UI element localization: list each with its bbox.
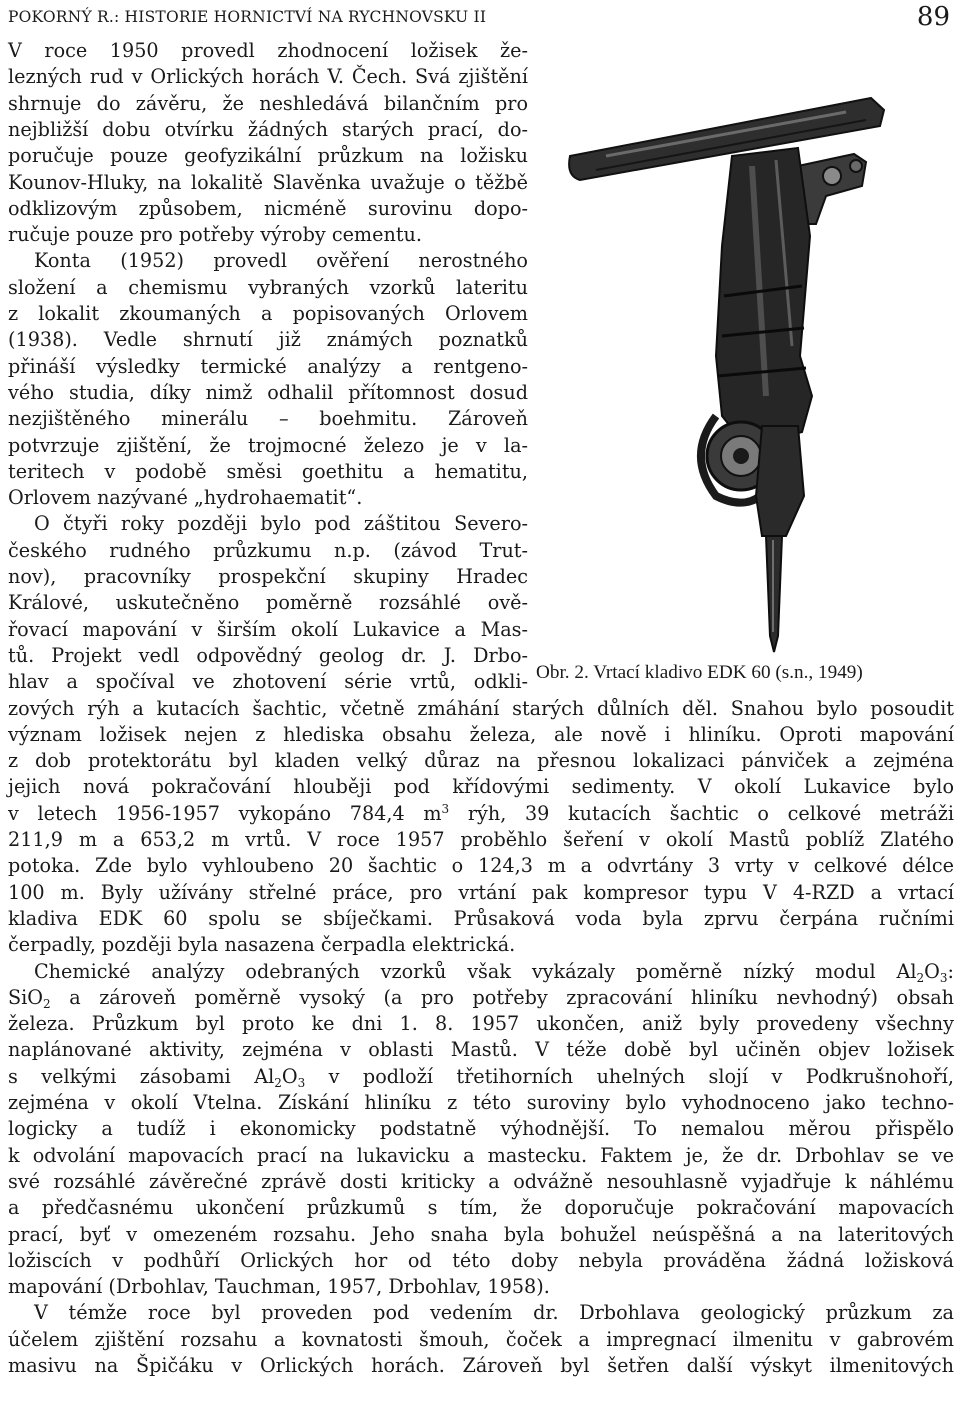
text-line: k odvolání mapovacích prací na lukavicku a mastecku. Faktem je, že dr. Drbohlav se ve bbox=[8, 1143, 954, 1167]
text-line: kladiva EDK 60 spolu se sbíječkami. Průsaková voda byla zprvu čerpána ručními bbox=[8, 906, 954, 930]
text-line: jejich nová pokračování hlouběji pod křídovými sedimenty. V okolí Lukavice bylo bbox=[8, 775, 954, 799]
text-line: tů. Projekt vedl odpovědný geolog dr. J. Drbo- bbox=[8, 643, 528, 667]
page-number: 89 bbox=[916, 2, 950, 32]
text-line: a předčasnému ukončení průzkumů s tím, že doporučuje pokračování mapovacích bbox=[8, 1196, 954, 1220]
text-line: českého rudného průzkumu n.p. (závod Trut- bbox=[8, 538, 528, 562]
text-line: zových rýh a kutacích šachtic, včetně zmáhání starých důlních děl. Snahou bylo posoudit bbox=[8, 696, 954, 720]
text-line: lezných rud v Orlických horách V. Čech. Svá zjištění bbox=[8, 65, 528, 89]
text-line: nezjištěného minerálu – boehmitu. Zároveň bbox=[8, 407, 528, 431]
text-line: potoka. Zde bylo vyhloubeno 20 šachtic o 124,3 m a odvrtány 3 vrty v celkové délce bbox=[8, 854, 954, 878]
text-line: odklizovým způsobem, nicméně surovinu dopo- bbox=[8, 196, 528, 220]
text-line: V roce 1950 provedl zhodnocení ložisek že- bbox=[8, 39, 528, 62]
text-line: Orlovem nazývané „hydrohaematit“. bbox=[8, 486, 363, 510]
text-line: řovací mapování v širším okolí Lukavice a Mas- bbox=[8, 617, 528, 641]
text-line: význam ložisek nejen z hlediska obsahu železa, ale nově i hliníku. Oproti mapování bbox=[8, 722, 954, 746]
text-line: Králové, uskutečněno poměrně rozsáhlé ově- bbox=[8, 591, 528, 615]
text-line: V témže roce byl proveden pod vedením dr. Drbohlava geologický průzkum za bbox=[34, 1301, 954, 1325]
text-line: potvrzuje zjištění, že trojmocné železo je v la- bbox=[8, 433, 528, 457]
text-line: ložiscích v podhůří Orlických hor od této doby nebyla prováděna žádná ložisková bbox=[8, 1248, 954, 1272]
text-line: teritech v podobě směsi goethitu a hematitu, bbox=[8, 459, 528, 483]
text-line: železa. Průzkum byl proto ke dni 1. 8. 1957 ukončen, aniž byly provedeny všechny bbox=[8, 1012, 954, 1036]
text-line: v letech 1956-1957 vykopáno 784,4 $m^3$ rýh, 39 kutacích šachtic o celkové metráži bbox=[8, 801, 954, 825]
text-line: prací, byť v omezeném rozsahu. Jeho snaha byla bohužel neúspěšná a na lateritových bbox=[8, 1222, 954, 1246]
text-line: shrnuje do závěru, že neshledává bilančním pro bbox=[8, 91, 528, 115]
page-header bbox=[8, 4, 952, 32]
text-line: čerpadly, později byla nasazena čerpadla elektrická. bbox=[8, 933, 516, 957]
text-line: přináší výsledky termické analýzy a rentgeno- bbox=[8, 354, 528, 378]
text-line: ručuje pouze pro potřeby výroby cementu. bbox=[8, 223, 422, 247]
text-line: nov), pracovníky prospekční skupiny Hradec bbox=[8, 565, 528, 588]
text-line: zejména v okolí Vtelna. Získání hliníku z této suroviny bylo vyhodnoceno jako techno- bbox=[8, 1091, 954, 1114]
text-line: z lokalit zkoumaných a popisovaných Orlovem bbox=[8, 302, 528, 325]
running-title: POKORNÝ R.: HISTORIE HORNICTVÍ NA RYCHNOVSKU II bbox=[8, 8, 487, 26]
text-line: Chemické analýzy odebraných vzorků však vykázaly poměrně nízký modul $Al_2O_3$: bbox=[34, 959, 954, 985]
text-line: naplánované aktivity, zejména v oblasti Mastů. V téže době byl učiněn objev ložisek bbox=[8, 1038, 954, 1062]
text-line: poručuje pouze geofyzikální průzkum na ložisku bbox=[8, 144, 528, 168]
text-line: logicky a tudíž i ekonomicky podstatně výhodnější. To nemalou měrou přispělo bbox=[8, 1117, 954, 1141]
text-line: s velkými zásobami $Al_2O_3$ v podloží třetihorních uhelných slojí v Podkrušnohoří, bbox=[8, 1064, 954, 1090]
text-line: účelem zjištění rozsahu a kovnatosti šmouh, čoček a impregnací ilmenitu v gabrovém bbox=[8, 1327, 954, 1351]
text-line: 100 m. Byly užívány střelné práce, pro vrtání pak kompresor typu V 4-RZD a vrtací bbox=[8, 880, 954, 904]
text-line: z dob protektorátu byl kladen velký důraz na přesnou lokalizaci pánviček a zejména bbox=[8, 749, 954, 773]
text-line: masivu na Špičáku v Orlických horách. Zároveň byl šetřen další výskyt ilmenitových bbox=[8, 1354, 954, 1377]
text-line: (1938). Vedle shrnutí již známých poznatků bbox=[8, 328, 528, 352]
text-line: Kounov-Hluky, na lokalitě Slavěnka uvažuje o těžbě bbox=[8, 170, 528, 194]
figure-caption: Obr. 2. Vrtací kladivo EDK 60 (s.n., 1949) bbox=[536, 662, 863, 683]
text-line: Konta (1952) provedl ověření nerostného bbox=[34, 249, 528, 273]
text-line: SiO$_2$ a zároveň poměrně vysoký (a pro potřeby zpracování hliníku nevhodný) obsah bbox=[8, 985, 954, 1011]
text-line: své rozsáhlé závěrečné zprávě dosti kriticky a odvážně nesouhlasně vyjadřuje k náhlému bbox=[8, 1169, 954, 1193]
text-line: O čtyři roky později bylo pod záštitou Severo- bbox=[34, 512, 528, 536]
text-line: nejbližší dobu otvírku žádných starých prací, do- bbox=[8, 117, 528, 141]
text-line: vého studia, díky nimž odhalil přítomnost dosud bbox=[8, 380, 528, 404]
drill-hammer-figure bbox=[566, 96, 951, 656]
text-line: hlav a spočíval ve zhotovení série vrtů, odkli- bbox=[8, 670, 528, 694]
text-line: složení a chemismu vybraných vzorků lateritu bbox=[8, 275, 528, 299]
drill-body bbox=[716, 148, 812, 446]
text-line: 211,9 m a 653,2 m vrtů. V roce 1957 proběhlo šeření v okolí Mastů poblíž Zlatého bbox=[8, 828, 954, 851]
text-line: mapování (Drbohlav, Tauchman, 1957, Drbohlav, 1958). bbox=[8, 1275, 550, 1299]
